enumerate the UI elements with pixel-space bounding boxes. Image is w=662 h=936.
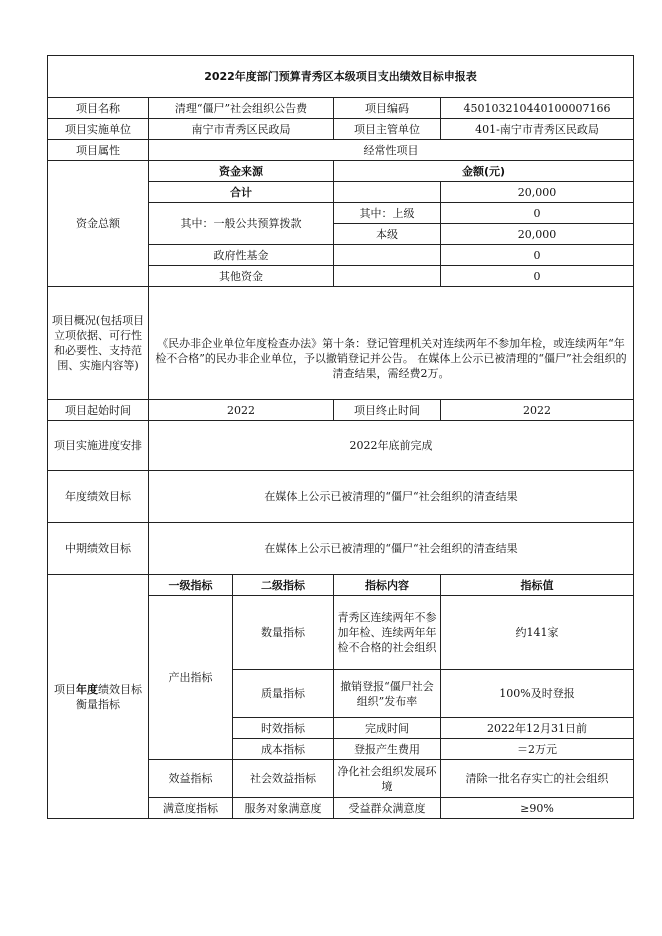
- funds-gov-label: 政府性基金: [149, 245, 334, 266]
- quality-content: 撤销登报“僵尸社会组织”发布率: [334, 670, 441, 718]
- mid-goal-label: 中期绩效目标: [48, 523, 149, 575]
- impl-unit-value: 南宁市青秀区民政局: [149, 119, 334, 140]
- timeliness-value: 2022年12月31日前: [441, 718, 634, 739]
- funds-general-label: 其中：一般公共预算拨款: [149, 203, 334, 245]
- cost-value: ＝2万元: [441, 739, 634, 760]
- attribute-value: 经常性项目: [149, 140, 634, 161]
- output-indicator: 产出指标: [149, 596, 233, 760]
- end-value: 2022: [441, 400, 634, 421]
- schedule-value: 2022年底前完成: [149, 421, 634, 471]
- funds-upper-label: 其中：上级: [334, 203, 441, 224]
- attribute-label: 项目属性: [48, 140, 149, 161]
- indicators-label-pre: 项目: [54, 682, 76, 696]
- indicators-label-bold: 年度: [76, 682, 98, 696]
- cost-indicator: 成本指标: [233, 739, 334, 760]
- timeliness-content: 完成时间: [334, 718, 441, 739]
- social-benefit-indicator: 社会效益指标: [233, 760, 334, 798]
- cost-content: 登报产生费用: [334, 739, 441, 760]
- service-satisfaction-indicator: 服务对象满意度: [233, 798, 334, 819]
- supervisor-value: 401-南宁市青秀区民政局: [441, 119, 634, 140]
- funds-local-value: 20,000: [441, 224, 634, 245]
- social-benefit-value: 清除一批名存实亡的社会组织: [441, 760, 634, 798]
- funds-upper-value: 0: [441, 203, 634, 224]
- indicators-label-post: 绩效目标衡量指标: [76, 682, 142, 711]
- quality-indicator: 质量指标: [233, 670, 334, 718]
- project-name-value: 清理“僵尸”社会组织公告费: [149, 98, 334, 119]
- funds-other-blank: [334, 266, 441, 287]
- funds-gov-value: 0: [441, 245, 634, 266]
- quantity-content: 青秀区连续两年不参加年检、连续两年年检不合格的社会组织: [334, 596, 441, 670]
- timeliness-indicator: 时效指标: [233, 718, 334, 739]
- quantity-indicator: 数量指标: [233, 596, 334, 670]
- benefit-indicator: 效益指标: [149, 760, 233, 798]
- indicator-header-level1: 一级指标: [149, 575, 233, 596]
- schedule-label: 项目实施进度安排: [48, 421, 149, 471]
- service-satisfaction-value: ≥90%: [441, 798, 634, 819]
- overview-text: 《民办非企业单位年度检查办法》第十条：登记管理机关对连续两年不参加年检，或连续两年“年检不合格”的民办非企业单位，予以撤销登记并公告。 在媒体上公示已被清理的“僵尸”社会组织的清查结果，需经费2万。: [155, 336, 627, 380]
- funds-other-label: 其他资金: [149, 266, 334, 287]
- quality-value: 100%及时登报: [441, 670, 634, 718]
- performance-form-table: [47, 55, 634, 819]
- satisfaction-indicator: 满意度指标: [149, 798, 233, 819]
- funds-total-value: 20,000: [441, 182, 634, 203]
- indicator-header-level2: 二级指标: [233, 575, 334, 596]
- project-name-label: 项目名称: [48, 98, 149, 119]
- funds-local-label: 本级: [334, 224, 441, 245]
- annual-goal-label: 年度绩效目标: [48, 471, 149, 523]
- project-code-label: 项目编码: [334, 98, 441, 119]
- start-value: 2022: [149, 400, 334, 421]
- end-label: 项目终止时间: [334, 400, 441, 421]
- supervisor-label: 项目主管单位: [334, 119, 441, 140]
- overview-cell: [149, 287, 634, 400]
- form-title: 2022年度部门预算青秀区本级项目支出绩效目标申报表: [48, 56, 634, 98]
- funds-amount-header: 金额(元): [334, 161, 634, 182]
- indicator-header-content: 指标内容: [334, 575, 441, 596]
- annual-goal-value: 在媒体上公示已被清理的“僵尸“社会组织的清查结果: [149, 471, 634, 523]
- funds-total-label: 合计: [149, 182, 334, 203]
- impl-unit-label: 项目实施单位: [48, 119, 149, 140]
- project-code-value: 450103210440100007166: [441, 98, 634, 119]
- indicator-header-value: 指标值: [441, 575, 634, 596]
- mid-goal-value: 在媒体上公示已被清理的“僵尸“社会组织的清查结果: [149, 523, 634, 575]
- funds-total-blank: [334, 182, 441, 203]
- funds-other-value: 0: [441, 266, 634, 287]
- social-benefit-content: 净化社会组织发展环境: [334, 760, 441, 798]
- start-label: 项目起始时间: [48, 400, 149, 421]
- indicators-label: [48, 575, 149, 819]
- funds-source-header: 资金来源: [149, 161, 334, 182]
- overview-label: 项目概况(包括项目立项依据、可行性和必要性、支持范围、实施内容等): [48, 287, 149, 400]
- funds-label: 资金总额: [48, 161, 149, 287]
- quantity-value: 约141家: [441, 596, 634, 670]
- service-satisfaction-content: 受益群众满意度: [334, 798, 441, 819]
- funds-gov-blank: [334, 245, 441, 266]
